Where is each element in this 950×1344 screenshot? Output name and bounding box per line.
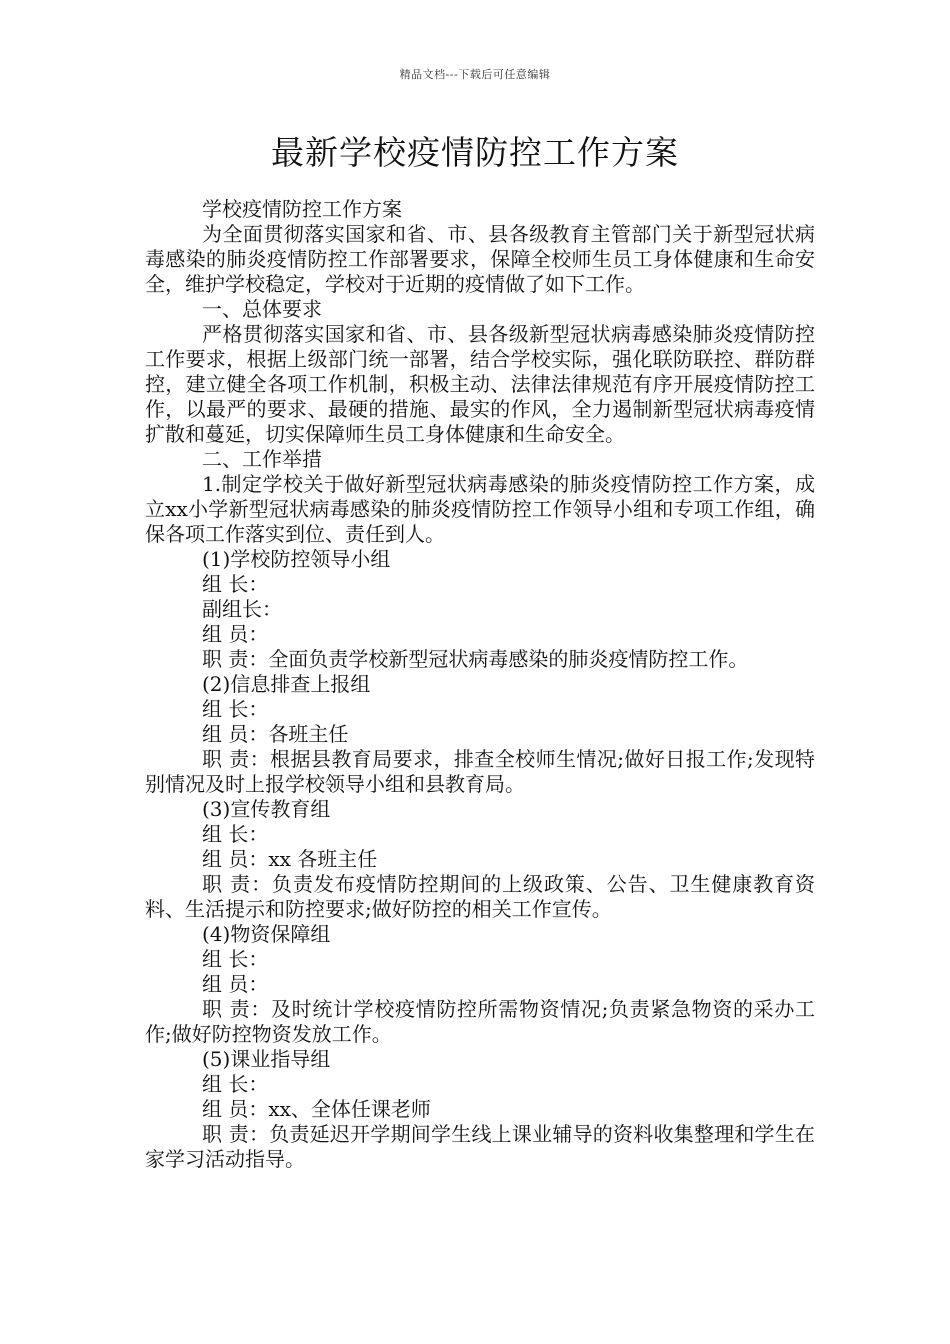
group-line: 副组长： — [202, 597, 282, 621]
document-title: 最新学校疫情防控工作方案 — [271, 133, 679, 172]
body-paragraph: 1.制定学校关于做好新型冠状病毒感染的肺炎疫情防控工作方案，成立xx小学新型冠状病毒感染的肺炎疫情防控工作领导小组和专项工作组，确保各项工作落实到位、责任到人。 — [145, 472, 815, 546]
group-line: 组 员：xx 各班主任 — [202, 847, 378, 871]
group-line: 组 员： — [202, 622, 269, 646]
group-duty: 职 责：负责发布疫情防控期间的上级政策、公告、卫生健康教育资料、生活提示和防控要求;做好防控的相关工作宣传。 — [145, 872, 815, 921]
group-duty: 职 责：负责延迟开学期间学生线上课业辅导的资料收集整理和学生在家学习活动指导。 — [145, 1122, 815, 1171]
subtitle-paragraph: 学校疫情防控工作方案 — [202, 197, 402, 221]
section-heading: 二、工作举措 — [202, 447, 322, 471]
group-duty: 职 责：全面负责学校新型冠状病毒感染的肺炎疫情防控工作。 — [202, 647, 749, 671]
group-line: 组 长： — [202, 572, 269, 596]
group-line: 组 员：各班主任 — [202, 722, 349, 746]
group-line: 组 长： — [202, 947, 269, 971]
group-line: 组 员： — [202, 972, 269, 996]
intro-paragraph: 为全面贯彻落实国家和省、市、县各级教育主管部门关于新型冠状病毒感染的肺炎疫情防控工作部署要求，保障全校师生员工身体健康和生命安全，维护学校稳定，学校对于近期的疫情做了如下工作。 — [145, 222, 815, 296]
group-heading: (3)宣传教育组 — [202, 797, 331, 821]
group-line: 组 长： — [202, 1072, 269, 1096]
group-line: 组 员：xx、全体任课老师 — [202, 1097, 431, 1121]
body-paragraph: 严格贯彻落实国家和省、市、县各级新型冠状病毒感染肺炎疫情防控工作要求，根据上级部门统一部署，结合学校实际，强化联防联控、群防群控，建立健全各项工作机制，积极主动、法律法律规范有序开展疫情防控工作，以最严的要求、最硬的措施、最实的作风，全力遏制新型冠状病毒疫情扩散和蔓延，切实保障师生员工身体健康和生命安全。 — [145, 322, 815, 446]
group-heading: (2)信息排查上报组 — [202, 672, 371, 696]
group-heading: (4)物资保障组 — [202, 922, 331, 946]
header-note: 精品文档---下载后可任意编辑 — [399, 68, 551, 81]
group-heading: (1)学校防控领导小组 — [202, 547, 391, 571]
section-heading: 一、总体要求 — [202, 297, 322, 321]
group-line: 组 长： — [202, 822, 269, 846]
group-line: 组 长： — [202, 697, 269, 721]
group-duty: 职 责：根据县教育局要求，排查全校师生情况;做好日报工作;发现特别情况及时上报学校领导小组和县教育局。 — [145, 747, 815, 796]
document-body — [145, 197, 815, 1172]
group-duty: 职 责：及时统计学校疫情防控所需物资情况;负责紧急物资的采办工作;做好防控物资发放工作。 — [145, 997, 815, 1046]
group-heading: (5)课业指导组 — [202, 1047, 331, 1071]
